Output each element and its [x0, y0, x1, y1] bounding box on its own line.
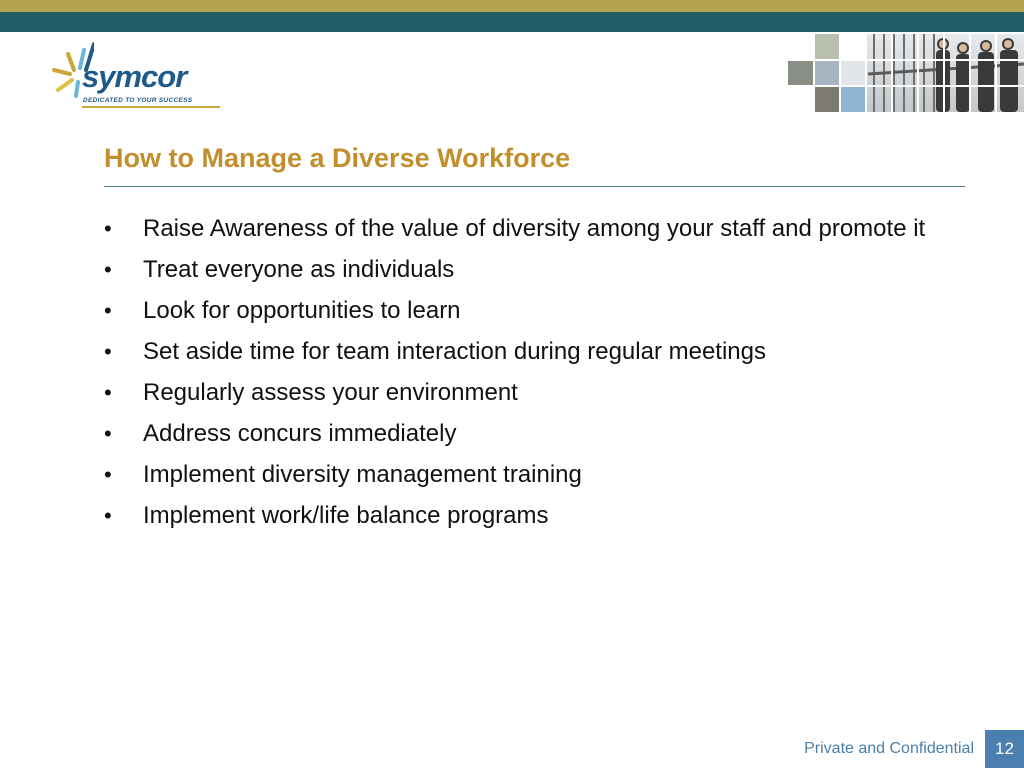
- bullet-text: Address concurs immediately: [143, 420, 457, 447]
- bullet-item: [104, 499, 964, 532]
- bullet-marker: •: [104, 380, 112, 405]
- title-divider: [104, 186, 965, 187]
- bullet-text: Implement work/life balance programs: [143, 502, 549, 529]
- bullet-marker: •: [104, 462, 112, 487]
- header-gold-band: [0, 0, 1024, 12]
- logo-underline: [82, 106, 220, 108]
- bullet-marker: •: [104, 298, 112, 323]
- bullet-item: [104, 458, 964, 491]
- bullet-text: Raise Awareness of the value of diversity among your staff and promote it: [143, 215, 926, 242]
- bullet-marker: •: [104, 257, 112, 282]
- bullet-text: Look for opportunities to learn: [143, 297, 461, 324]
- bullet-text: Implement diversity management training: [143, 461, 582, 488]
- bullet-item: [104, 335, 964, 368]
- bullet-marker: •: [104, 421, 112, 446]
- business-people-photo-collage: [788, 34, 1024, 112]
- slide-title: How to Manage a Diverse Workforce: [104, 143, 571, 173]
- footer-confidential-label: Private and Confidential: [804, 740, 974, 757]
- logo-wordmark: symcor: [82, 59, 187, 94]
- logo-tagline: DEDICATED TO YOUR SUCCESS: [83, 97, 193, 104]
- bullet-item: [104, 212, 964, 245]
- bullet-item: [104, 294, 964, 327]
- bullet-text: Set aside time for team interaction during regular meetings: [143, 338, 766, 365]
- bullet-marker: •: [104, 339, 112, 364]
- bullet-item: [104, 376, 964, 409]
- bullet-item: [104, 253, 964, 286]
- bullet-marker: •: [104, 503, 112, 528]
- bullet-marker: •: [104, 216, 112, 241]
- bullet-text: Regularly assess your environment: [143, 379, 518, 406]
- header-teal-band: [0, 12, 1024, 32]
- page-number: 12: [985, 730, 1024, 768]
- bullet-item: [104, 417, 964, 450]
- symcor-logo: [48, 40, 228, 112]
- bullet-list: [104, 212, 964, 540]
- bullet-text: Treat everyone as individuals: [143, 256, 455, 283]
